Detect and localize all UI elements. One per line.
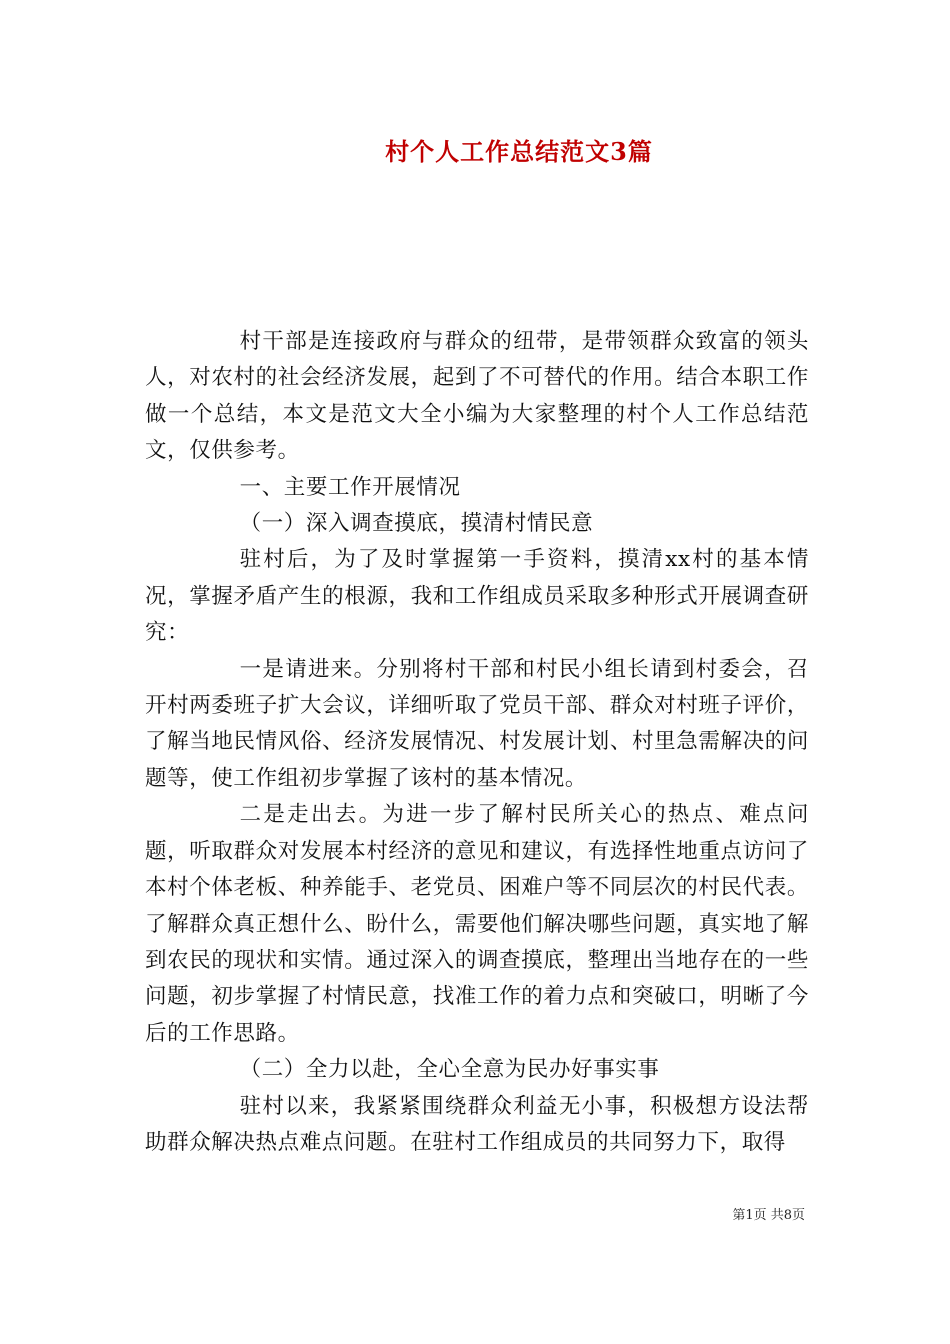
section-heading-main-work: 一、主要工作开展情况 xyxy=(239,474,461,500)
subsection-heading-practical-matters: （二）全力以赴，全心全意为民办好事实事 xyxy=(239,1057,660,1083)
document-title: 村个人工作总结范文3篇 xyxy=(385,137,653,166)
paragraph-go-out: 二是走出去。为进一步了解村民所关心的热点、难点问题，听取群众对发展本村经济的意见和建议，有选择性地重点访问了本村个体老板、种养能手、老党员、困难户等不同层次的村民代表。了解群众真正想什么、盼什么，需要他们解决哪些问题，真实地了解到农民的现状和实情。通过深入的调查摸底，整理出当地存在的一些问题，初步掌握了村情民意，找准工作的着力点和突破口，明晰了今后的工作思路。 xyxy=(145,802,809,1046)
paragraph-investigation: 驻村后，为了及时掌握第一手资料，摸清xx村的基本情况，掌握矛盾产生的根源，我和工作组成员采取多种形式开展调查研究： xyxy=(145,547,809,646)
paragraph-intro: 村干部是连接政府与群众的纽带，是带领群众致富的领头人，对农村的社会经济发展，起到了不可替代的作用。结合本职工作做一个总结，本文是范文大全小编为大家整理的村个人工作总结范文，仅供参考。 xyxy=(145,329,809,464)
paragraph-practical-matters: 驻村以来，我紧紧围绕群众利益无小事，积极想方设法帮助群众解决热点难点问题。在驻村工作组成员的共同努力下，取得 xyxy=(145,1093,809,1155)
page-number-footer: 第1页 共8页 xyxy=(732,1208,805,1223)
document-body xyxy=(145,324,809,1161)
paragraph-invite-in: 一是请进来。分别将村干部和村民小组长请到村委会，召开村两委班子扩大会议，详细听取了党员干部、群众对村班子评价，了解当地民情风俗、经济发展情况、村发展计划、村里急需解决的问题等，使工作组初步掌握了该村的基本情况。 xyxy=(145,656,809,791)
subsection-heading-investigation: （一）深入调查摸底，摸清村情民意 xyxy=(239,511,594,537)
